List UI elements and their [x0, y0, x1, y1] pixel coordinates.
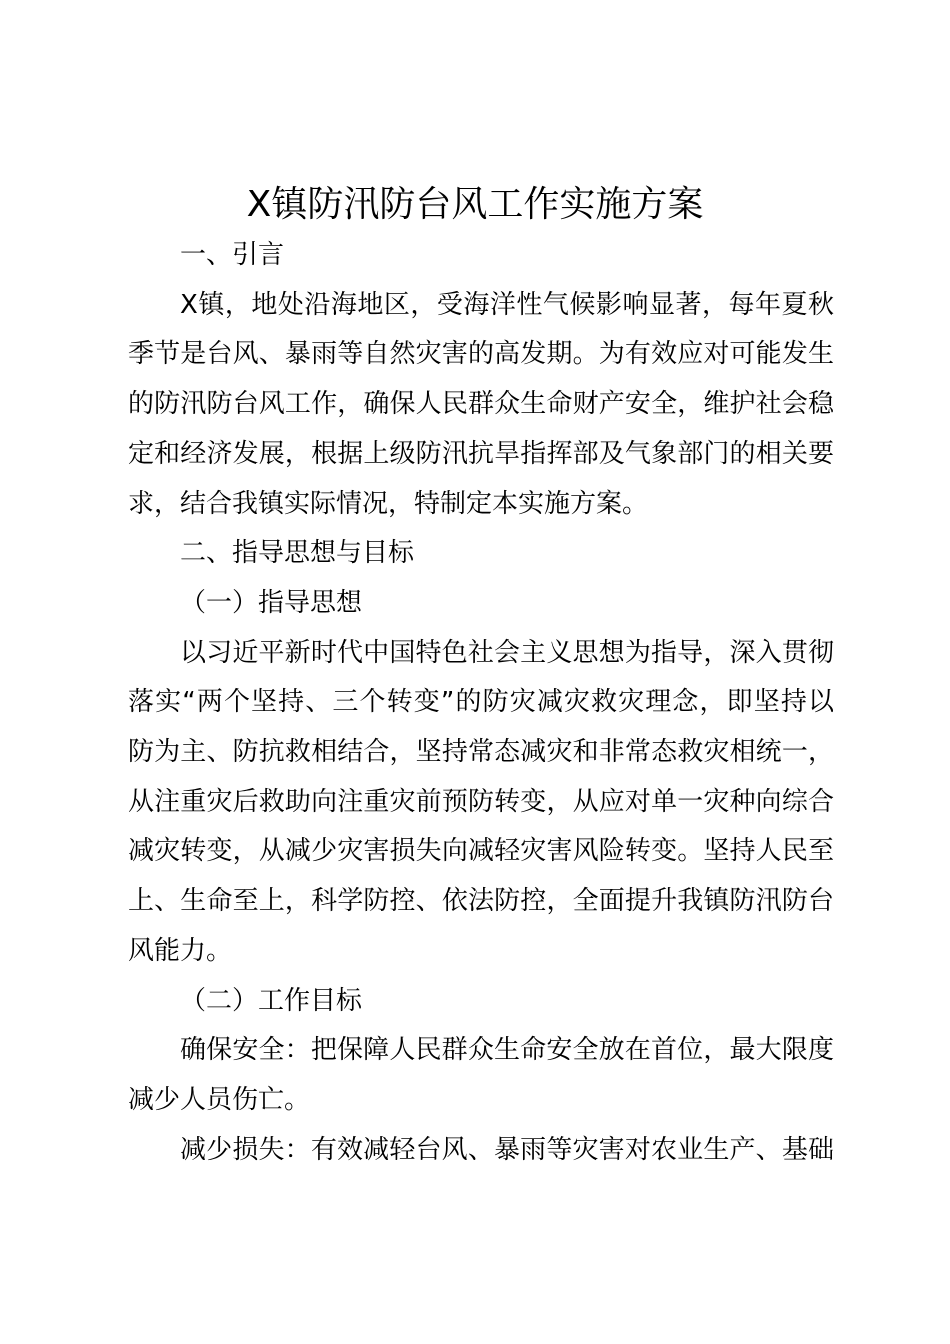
section-heading: [128, 579, 834, 629]
text-line: 一、引言: [180, 240, 285, 270]
text-line: 风能力。: [128, 935, 233, 966]
section-heading: [128, 231, 834, 281]
text-line: 防为主、防抗救相结合，坚持常态减灾和非常态救灾相统一，: [128, 737, 834, 768]
section-heading: [128, 977, 834, 1027]
text-line: X镇，地处沿海地区，受海洋性气候影响显著，每年夏秋: [180, 289, 834, 320]
text-line: 的防汛防台风工作，确保人民群众生命财产安全，维护社会稳: [128, 389, 834, 420]
text-line: 落实“两个坚持、三个转变”的防灾减灾救灾理念，即坚持以: [128, 687, 834, 718]
text-line: 减少损失：有效减轻台风、暴雨等灾害对农业生产、基础: [180, 1134, 834, 1165]
text-line: 从注重灾后救助向注重灾前预防转变，从应对单一灾种向综合: [128, 786, 834, 817]
paragraph: [128, 629, 834, 977]
text-line: 定和经济发展，根据上级防汛抗旱指挥部及气象部门的相关要: [128, 438, 834, 469]
text-line: 确保安全：把保障人民群众生命安全放在首位，最大限度: [180, 1035, 834, 1066]
text-line: 求，结合我镇实际情况，特制定本实施方案。: [128, 488, 649, 519]
paragraph: [128, 281, 834, 530]
paragraph: [128, 1126, 834, 1176]
text-line: （二）工作目标: [180, 985, 363, 1016]
text-line: （一）指导思想: [180, 587, 363, 618]
text-line: 减灾转变，从减少灾害损失向减轻灾害风险转变。坚持人民至: [128, 836, 834, 867]
text-line: 二、指导思想与目标: [180, 538, 415, 569]
section-heading: [128, 529, 834, 579]
text-line: 上、生命至上，科学防控、依法防控，全面提升我镇防汛防台: [128, 886, 834, 917]
document-body: [128, 231, 834, 1175]
paragraph: [128, 1026, 834, 1125]
document-title: X镇防汛防台风工作实施方案: [246, 184, 704, 225]
text-line: 季节是台风、暴雨等自然灾害的高发期。为有效应对可能发生: [128, 339, 834, 370]
text-line: 减少人员伤亡。: [128, 1084, 311, 1115]
text-line: 以习近平新时代中国特色社会主义思想为指导，深入贯彻: [180, 637, 834, 668]
